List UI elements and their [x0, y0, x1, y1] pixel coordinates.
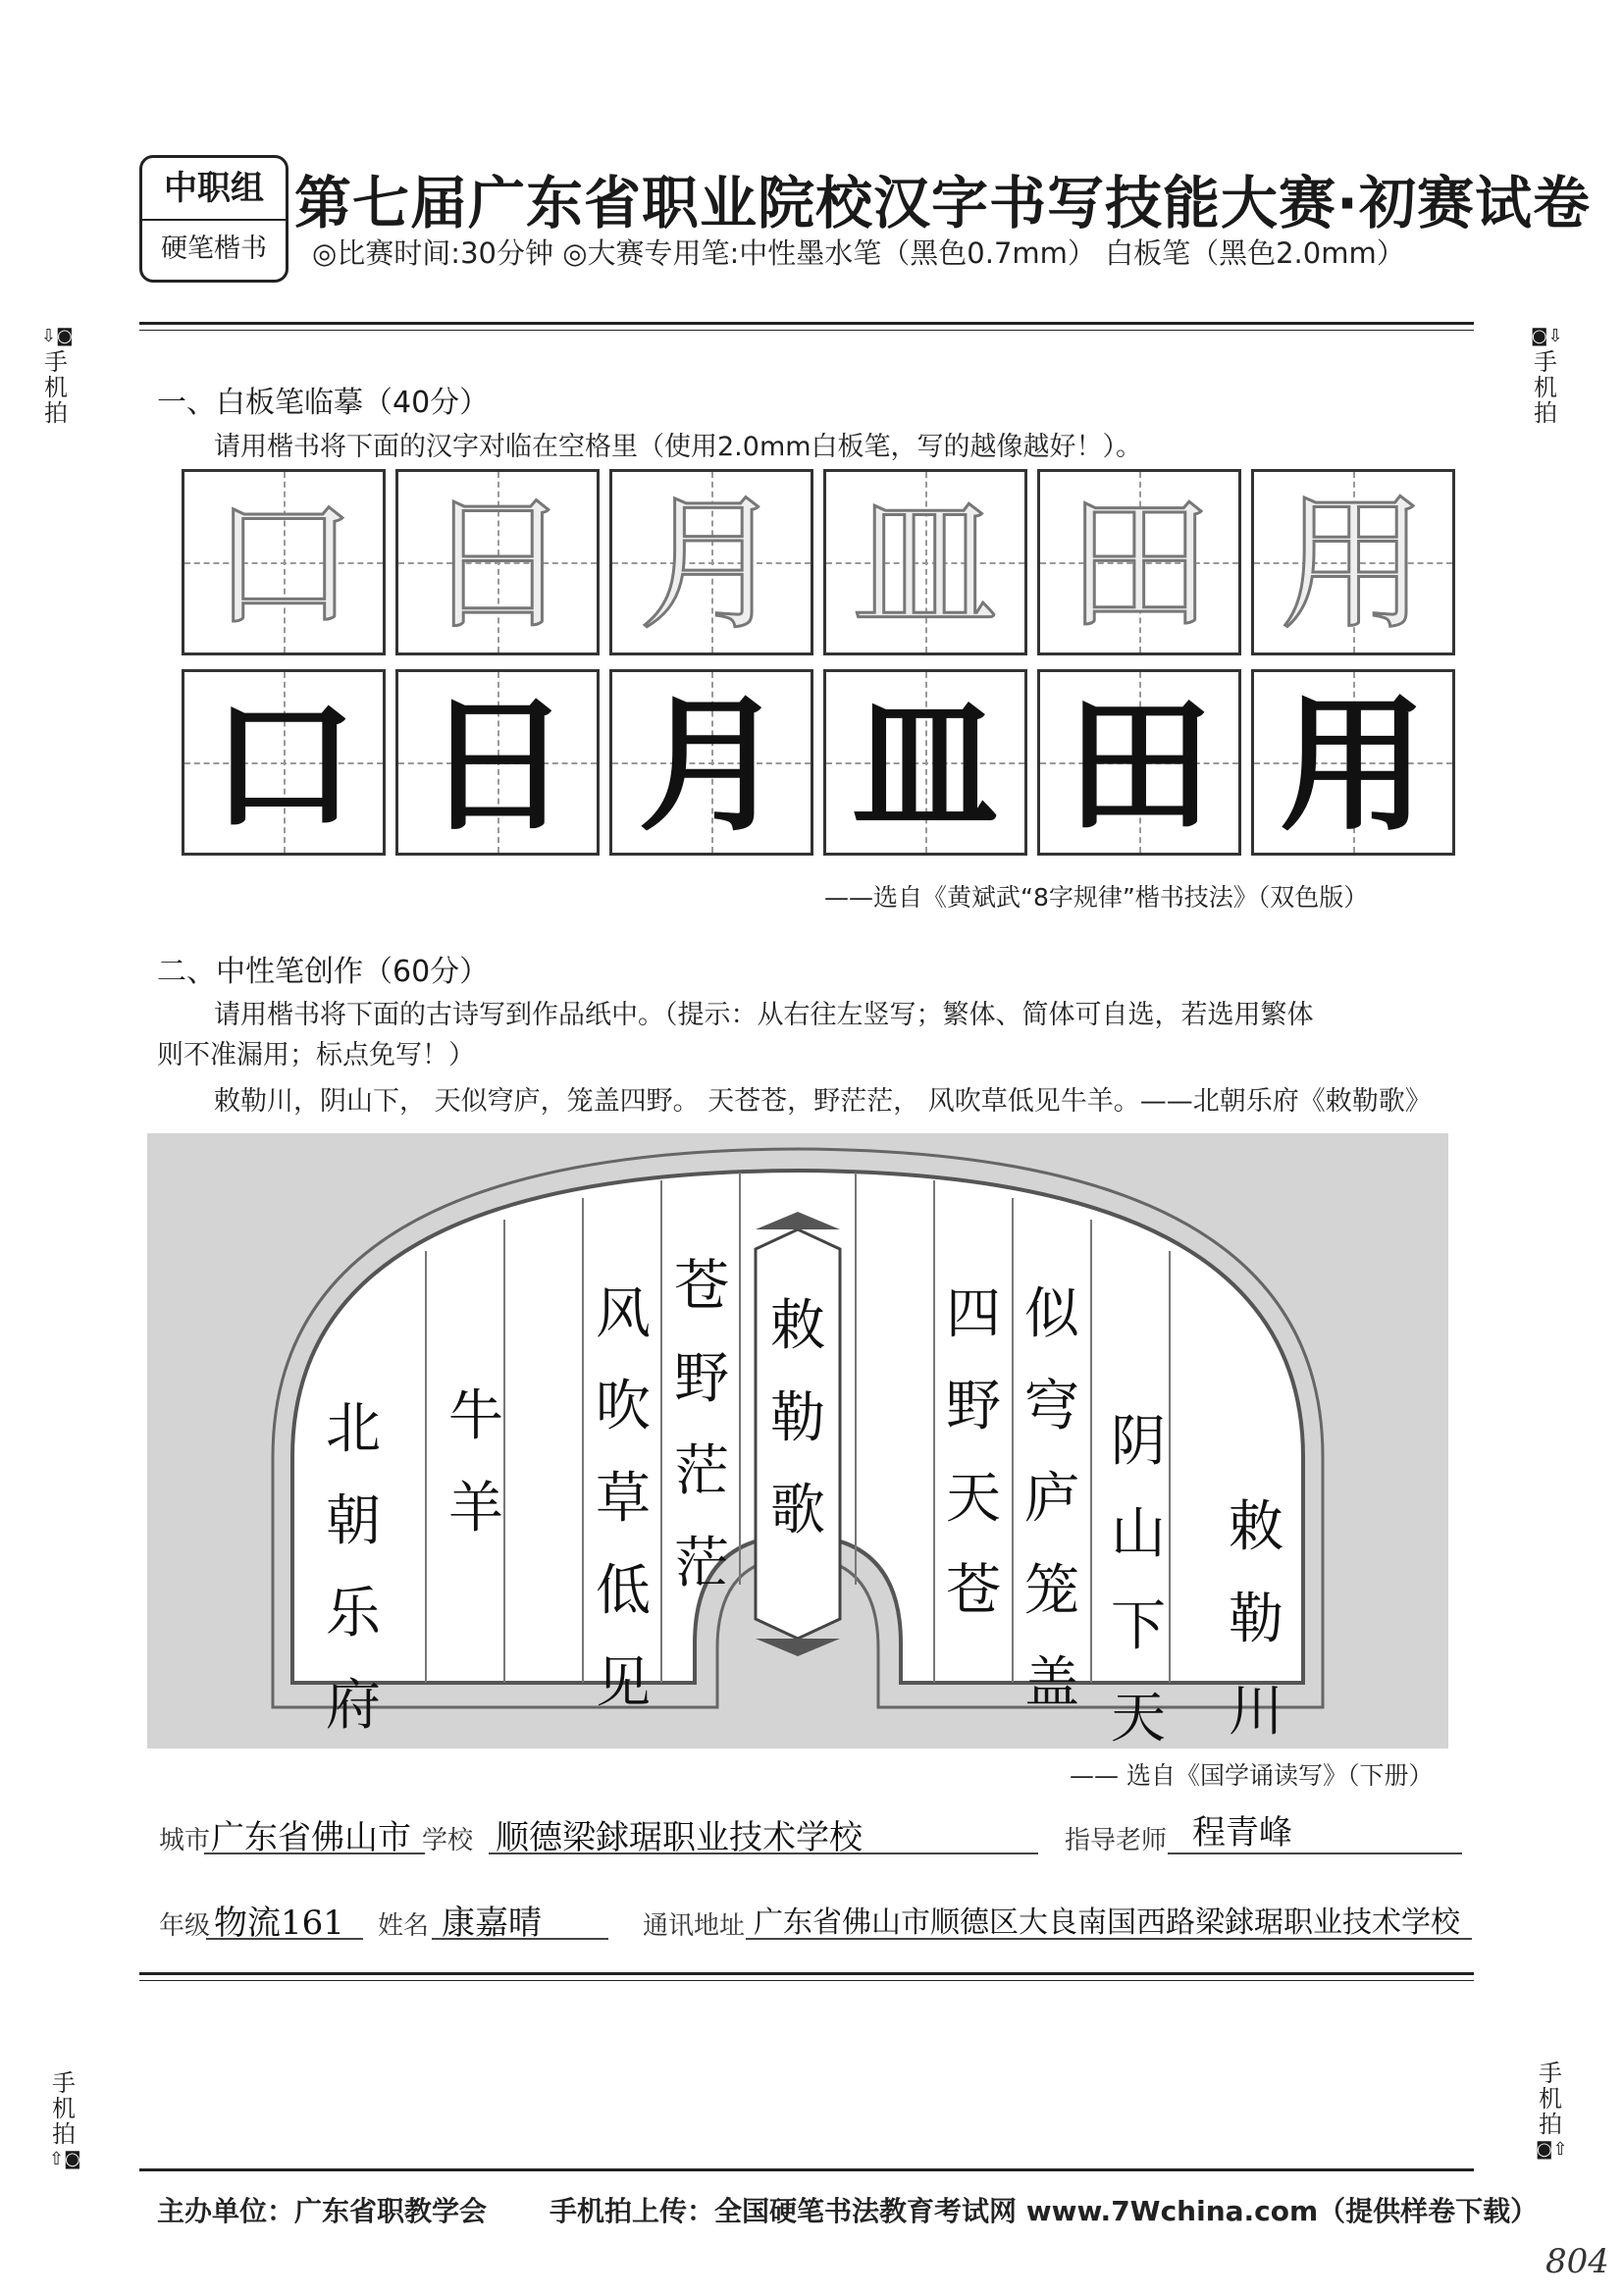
- poem-char: 北: [326, 1397, 381, 1461]
- copy-grid: [182, 469, 1455, 856]
- poem-column-c7: [442, 1371, 510, 1555]
- teacher-label: 指导老师: [1065, 1826, 1168, 1855]
- badge-category: 硬笔楷书: [161, 234, 267, 264]
- section2-source: —— 选自《国学诵读写》（下册）: [1070, 1761, 1434, 1790]
- model-cell-3: [609, 669, 813, 856]
- poem-char: 野: [674, 1347, 729, 1411]
- poem-char: 风: [596, 1282, 651, 1346]
- trace-cell-2: [395, 469, 600, 655]
- teacher-underline: [1168, 1852, 1462, 1854]
- poem-char: 乐: [326, 1582, 381, 1645]
- badge-group: 中职组: [142, 158, 286, 221]
- grade-field[interactable]: 物流161: [214, 1904, 344, 1943]
- page-title: 第七届广东省职业院校汉字书写技能大赛·初赛试卷: [294, 170, 1592, 236]
- model-cell-6: [1251, 669, 1455, 856]
- poem-char: 吹: [596, 1375, 651, 1438]
- footer-rule: [139, 2168, 1474, 2171]
- trace-cell-3: [609, 469, 813, 655]
- center-title-char: 勒: [770, 1386, 825, 1450]
- header-rule-bottom: [139, 330, 1474, 331]
- poem-char: 见: [596, 1651, 651, 1715]
- poem-char: 下: [1111, 1594, 1166, 1658]
- page-subtitle: ◎比赛时间:30分钟 ◎大赛专用笔:中性墨水笔（黑色0.7mm） 白板笔（黑色2.0mm）: [312, 236, 1405, 270]
- trace-row: [182, 469, 1455, 655]
- poem-char: 穹: [1024, 1375, 1079, 1438]
- city-underline: [204, 1852, 425, 1854]
- model-cell-1: [182, 669, 386, 856]
- poem-char: 笼: [1024, 1559, 1079, 1623]
- name-field[interactable]: 康嘉晴: [442, 1904, 542, 1943]
- poem-column-c6: [589, 1269, 657, 1730]
- trace-cell-4: [823, 469, 1027, 655]
- group-badge: [139, 155, 288, 283]
- poem-char: 似: [1024, 1282, 1079, 1346]
- trace-char: 皿: [851, 480, 999, 651]
- footer-rule-bottom: [139, 1980, 1474, 1981]
- poem-char: 川: [1229, 1680, 1283, 1744]
- poem-char: 苍: [674, 1255, 729, 1319]
- poem-column-c1: [1222, 1482, 1290, 1758]
- grade-underline: [206, 1938, 363, 1940]
- camera-icon: ◙⇩: [1531, 326, 1563, 346]
- poem-char: 庐: [1024, 1467, 1079, 1531]
- trace-cell-6: [1251, 469, 1455, 655]
- poem-char: 盖: [1024, 1651, 1079, 1715]
- poem-column-c3: [1018, 1269, 1086, 1730]
- poem-column-c2: [1104, 1396, 1173, 1765]
- center-title: [763, 1280, 832, 1557]
- poem-column-c4: [939, 1269, 1008, 1638]
- address-label: 通讯地址: [643, 1911, 746, 1941]
- poem-char: 羊: [448, 1477, 503, 1540]
- poem-char: 勒: [1229, 1588, 1283, 1651]
- section2-instruction-line1: 请用楷书将下面的古诗写到作品纸中。（提示：从右往左竖写；繁体、简体可自选，若选用繁体: [214, 1000, 1314, 1030]
- poem-char: 牛: [448, 1384, 503, 1448]
- address-underline: [746, 1938, 1472, 1940]
- upload-text: 手机拍上传：全国硬笔书法教育考试网 www.7Wchina.com（提供样卷下载）: [550, 2195, 1539, 2227]
- poem-column-c8: [319, 1383, 388, 1752]
- trace-char: 田: [1065, 480, 1213, 651]
- poem-char: 茫: [674, 1439, 729, 1503]
- poem-char: 茫: [674, 1532, 729, 1595]
- model-cell-4: [823, 669, 1027, 856]
- side-label-left-top: ⇩◙ 手机拍: [41, 326, 74, 427]
- center-title-char: 敕: [770, 1294, 825, 1358]
- teacher-field[interactable]: 程青峰: [1192, 1813, 1292, 1852]
- school-field[interactable]: 顺德梁銶琚职业技术学校: [496, 1818, 863, 1857]
- section1-source: ——选自《黄斌武“8字规律”楷书技法》（双色版）: [824, 883, 1369, 912]
- name-underline: [432, 1938, 608, 1940]
- city-label: 城市: [159, 1826, 211, 1855]
- artwork-paper: [147, 1133, 1448, 1748]
- poem-char: 草: [596, 1467, 651, 1531]
- organizer-text: 主办单位：广东省职教学会: [157, 2195, 488, 2227]
- grade-label: 年级: [159, 1911, 211, 1941]
- trace-cell-1: [182, 469, 386, 655]
- section1-heading: 一、白板笔临摹（40分）: [157, 386, 490, 420]
- trace-char: 口: [209, 480, 357, 651]
- side-label-right-bottom: 手机拍 ◙⇧: [1536, 2061, 1565, 2163]
- school-label: 学校: [422, 1826, 474, 1855]
- model-char: 月: [637, 679, 785, 852]
- header-rule-top: [139, 322, 1474, 325]
- camera-icon: ◙⇧: [1536, 2139, 1568, 2160]
- model-char: 田: [1065, 679, 1213, 852]
- address-field[interactable]: 广东省佛山市顺德区大良南国西路梁銶琚职业技术学校: [754, 1905, 1460, 1940]
- model-char: 用: [1279, 679, 1427, 852]
- poem-char: 朝: [326, 1489, 381, 1553]
- poem-char: 阴: [1111, 1410, 1166, 1474]
- model-char: 日: [423, 679, 571, 852]
- poem-char: 野: [946, 1375, 1001, 1438]
- model-row: [182, 669, 1455, 856]
- camera-icon: ⇩◙: [41, 326, 74, 346]
- model-char: 皿: [851, 679, 999, 852]
- side-label-left-bottom: 手机拍 ⇧◙: [49, 2070, 79, 2172]
- model-cell-5: [1037, 669, 1241, 856]
- poem-column-c5: [667, 1241, 736, 1610]
- camera-icon: ⇧◙: [49, 2149, 81, 2169]
- trace-cell-5: [1037, 469, 1241, 655]
- school-underline: [489, 1852, 1038, 1854]
- poem-char: 山: [1111, 1502, 1166, 1566]
- poem-char: 低: [596, 1559, 651, 1623]
- center-title-char: 歌: [770, 1479, 825, 1542]
- trace-char: 用: [1279, 480, 1427, 651]
- trace-char: 月: [637, 480, 785, 651]
- trace-char: 日: [423, 480, 571, 651]
- model-char: 口: [209, 679, 357, 852]
- footer-rule-top: [139, 1972, 1474, 1975]
- poem-text: 敕勒川，阴山下， 天似穹庐，笼盖四野。 天苍苍，野茫茫， 风吹草低见牛羊。——北朝乐府《敕勒歌》: [214, 1086, 1432, 1117]
- side-label-right-top: ◙⇩ 手机拍: [1531, 326, 1563, 427]
- poem-char: 府: [326, 1674, 381, 1738]
- city-field[interactable]: 广东省佛山市: [211, 1818, 411, 1857]
- margin-note: 804: [1545, 2242, 1609, 2281]
- model-cell-2: [395, 669, 600, 856]
- poem-char: 敕: [1229, 1495, 1283, 1559]
- poem-char: 天: [946, 1467, 1001, 1531]
- poem-char: 苍: [946, 1559, 1001, 1623]
- section1-instruction: 请用楷书将下面的汉字对临在空格里（使用2.0mm白板笔，写的越像越好！）。: [214, 432, 1143, 462]
- poem-char: 天: [1111, 1687, 1166, 1750]
- name-label: 姓名: [378, 1911, 430, 1941]
- section2-instruction-line2: 则不准漏用；标点免写！）: [157, 1040, 475, 1070]
- poem-char: 四: [946, 1282, 1001, 1346]
- section2-heading: 二、中性笔创作（60分）: [157, 955, 490, 989]
